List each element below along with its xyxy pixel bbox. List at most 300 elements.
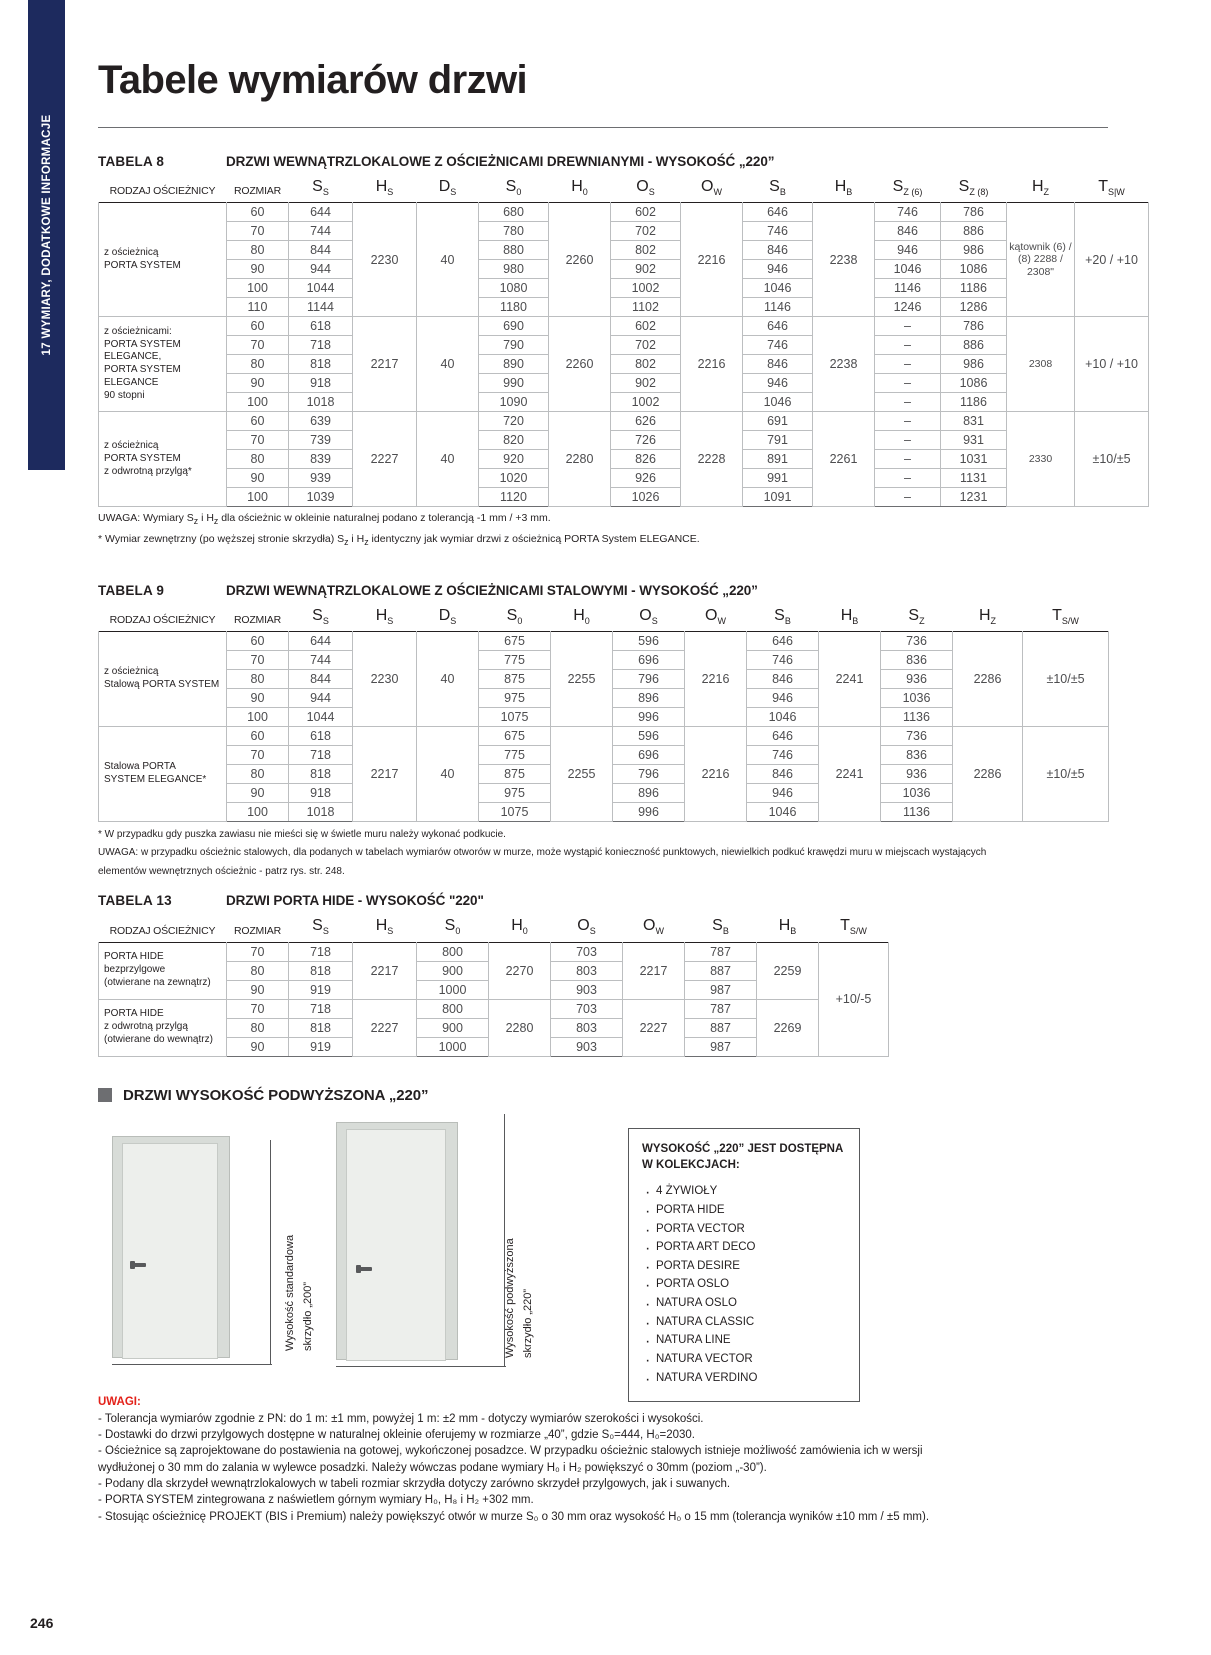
th9-sb: $S_B$ [774, 606, 791, 626]
table-cell: 787 [685, 942, 757, 961]
table-cell: 696 [613, 650, 685, 669]
title-divider [98, 127, 1108, 128]
table-cell: 820 [479, 431, 549, 450]
table-row [99, 298, 1149, 317]
table-cell: 939 [289, 469, 353, 488]
table-cell: 800 [417, 942, 489, 961]
uwagi-line: - Dostawki do drzwi przylgowych dostępne w naturalnej okleinie oferujemy w rozmiarze „40”, gdzie S₀=444, H₀=2030. [98, 1428, 695, 1441]
table-cell: 90 [227, 469, 289, 488]
table-cell: 1144 [289, 298, 353, 317]
table-cell: 1039 [289, 488, 353, 507]
table-cell: 1018 [289, 802, 353, 821]
th-rozmiar: ROZMIAR [233, 185, 281, 198]
table-row [99, 336, 1149, 355]
table-cell: +10/-5 [819, 942, 889, 1056]
table-row [99, 355, 1149, 374]
table-cell: 2216 [681, 203, 743, 317]
table-cell: 1036 [881, 783, 953, 802]
page-content [98, 0, 1138, 1525]
table-cell: 1020 [479, 469, 549, 488]
table-cell: 1091 [743, 488, 813, 507]
table-cell: 2238 [813, 203, 875, 317]
table-cell: 60 [227, 317, 289, 336]
table-cell: 644 [289, 203, 353, 222]
table-cell: 675 [479, 631, 551, 650]
table-cell: 2260 [549, 317, 611, 412]
th-tsw: $T_{S|W}$ [1098, 178, 1125, 198]
th13-sb: $S_B$ [712, 917, 729, 937]
table-cell: PORTA HIDE z odwrotną przylgą (otwierane do wewnątrz) [99, 999, 227, 1056]
door-leaf-standard [122, 1143, 218, 1359]
table-cell: 626 [611, 412, 681, 431]
table-cell: 846 [875, 222, 941, 241]
table-cell: 100 [227, 802, 289, 821]
table-cell: 802 [611, 355, 681, 374]
table13-title: DRZWI PORTA HIDE - WYSOKOŚĆ "220" [226, 893, 484, 909]
table-cell: 818 [289, 961, 353, 980]
table-cell: 918 [289, 374, 353, 393]
table-cell: 100 [227, 488, 289, 507]
table-cell: 2280 [489, 999, 551, 1056]
table-row [99, 317, 1149, 336]
table-cell: 786 [941, 203, 1007, 222]
table-cell: 875 [479, 764, 551, 783]
table-cell: – [875, 488, 941, 507]
section-tab [28, 0, 65, 470]
table-cell: 790 [479, 336, 549, 355]
table8-note-1: UWAGA: Wymiary $S_z$ i $H_z$ dla ościeżnic w okleinie naturalnej podano z tolerancją -1 mm / +3 mm. [98, 512, 551, 527]
table-cell: 718 [289, 942, 353, 961]
th-ss: $S_S$ [312, 178, 329, 198]
table-cell: 2261 [813, 412, 875, 507]
table-cell: 90 [227, 980, 289, 999]
uwagi-line: - Ościeżnice są zaprojektowane do postawienia na gotowej, wykończonej posadzce. W przypadku ościeżnic stalowych istnieje możliwość zamówienia ich w wersji [98, 1445, 923, 1458]
table-cell: 946 [743, 260, 813, 279]
table-cell: 1231 [941, 488, 1007, 507]
table-cell: 990 [479, 374, 549, 393]
table-cell: 60 [227, 726, 289, 745]
table-cell: 975 [479, 688, 551, 707]
page-title: Tabele wymiarów drzwi [98, 58, 528, 102]
caption-standard-height: Wysokość standardowa [284, 1234, 296, 1351]
table-cell: PORTA HIDE bezprzylgowe (otwierane na zewnątrz) [99, 942, 227, 999]
table-cell: z ościeżnicą PORTA SYSTEM z odwrotną przylgą* [99, 412, 227, 507]
table-cell: 2241 [819, 726, 881, 821]
table-cell: 702 [611, 336, 681, 355]
table-cell: 90 [227, 260, 289, 279]
table-cell: 996 [613, 707, 685, 726]
th9-ow: $O_W$ [705, 606, 726, 626]
collection-item: · 4 ŻYWIOŁY [642, 1182, 846, 1201]
table-cell: 775 [479, 745, 551, 764]
table-cell: 80 [227, 669, 289, 688]
table-cell: 919 [289, 980, 353, 999]
th13-rodzaj: RODZAJ OŚCIEŻNICY [109, 924, 216, 937]
table-cell: +20 / +10 [1075, 203, 1149, 317]
table-row [99, 450, 1149, 469]
collections-box [628, 1128, 860, 1403]
table-cell: 1046 [875, 260, 941, 279]
th-sb: $S_B$ [769, 178, 786, 198]
table-row [99, 631, 1109, 650]
table-cell: 1075 [479, 802, 551, 821]
table-row [99, 279, 1149, 298]
table-cell: 736 [881, 631, 953, 650]
table-cell: 818 [289, 1018, 353, 1037]
table-cell: +10 / +10 [1075, 317, 1149, 412]
uwagi-lines [98, 1411, 1108, 1525]
th9-hs: $H_S$ [375, 606, 394, 626]
th-sz6: $S_{Z (6)}$ [892, 178, 923, 198]
table-cell: 100 [227, 279, 289, 298]
table-cell: 2216 [681, 317, 743, 412]
section-heading [98, 1087, 1108, 1104]
table-cell: 1102 [611, 298, 681, 317]
table-cell: 703 [551, 942, 623, 961]
table-cell: 2255 [551, 631, 613, 726]
table-cell: – [875, 374, 941, 393]
table-cell: 40 [417, 412, 479, 507]
table-row [99, 999, 889, 1018]
th13-os: $O_S$ [577, 917, 596, 937]
table-row [99, 942, 889, 961]
th9-h0: $H_0$ [573, 606, 590, 626]
caption-raised-height: Wysokość podwyższona [504, 1237, 516, 1358]
table-cell: 1026 [611, 488, 681, 507]
table-cell: 1000 [417, 980, 489, 999]
table-cell: 90 [227, 783, 289, 802]
caption-raised-leaf: skrzydło „220” [522, 1288, 534, 1358]
table-cell: 796 [613, 669, 685, 688]
th-ds: $D_S$ [438, 178, 457, 198]
th13-hs: $H_S$ [375, 917, 394, 937]
table-cell: 2280 [549, 412, 611, 507]
uwagi-title: UWAGI: [98, 1395, 141, 1408]
table8-number: TABELA 8 [98, 154, 165, 169]
table-cell: 2230 [353, 203, 417, 317]
table-cell: 596 [613, 726, 685, 745]
table-cell: 1246 [875, 298, 941, 317]
table-cell: 40 [417, 726, 479, 821]
table-cell: 1044 [289, 707, 353, 726]
table-cell: 70 [227, 942, 289, 961]
table-cell: 996 [613, 802, 685, 821]
table-cell: 70 [227, 999, 289, 1018]
table-cell: 796 [613, 764, 685, 783]
table-cell: 890 [479, 355, 549, 374]
table-cell: 887 [685, 961, 757, 980]
th13-ow: $O_W$ [643, 917, 664, 937]
table-cell: 846 [747, 764, 819, 783]
table-cell: 696 [613, 745, 685, 764]
table-cell: 100 [227, 707, 289, 726]
door-figure-standard [112, 1136, 230, 1358]
table-cell: 891 [743, 450, 813, 469]
table-cell: 90 [227, 688, 289, 707]
table-cell: 90 [227, 1037, 289, 1056]
table-cell: 900 [417, 961, 489, 980]
door-handle-icon [359, 1267, 372, 1271]
table-cell: 2216 [685, 631, 747, 726]
table-cell: 900 [417, 1018, 489, 1037]
table-cell: 80 [227, 764, 289, 783]
th9-hb: $H_B$ [840, 606, 859, 626]
table-cell: 1000 [417, 1037, 489, 1056]
collections-list [642, 1182, 846, 1387]
table-cell: 60 [227, 203, 289, 222]
table-cell: 2330 [1007, 412, 1075, 507]
table-cell: 803 [551, 961, 623, 980]
th-s0: $S_0$ [505, 178, 522, 198]
uwagi-line: wydłużonej o 30 mm do zalania w wylewce posadzki. Należy wówczas podane wymiary H₀ i H₂ powiększyć o 30mm (poziom „-30”). [98, 1461, 767, 1474]
table-cell: 826 [611, 450, 681, 469]
table-row [99, 241, 1149, 260]
table-cell: z ościeżnicą PORTA SYSTEM [99, 203, 227, 317]
th9-os: $O_S$ [639, 606, 658, 626]
table8-body [99, 203, 1149, 507]
table-cell: – [875, 336, 941, 355]
table8 [98, 176, 1149, 507]
table-cell: 846 [743, 241, 813, 260]
th9-sz: $S_Z$ [908, 606, 925, 626]
square-bullet-icon [98, 1088, 112, 1102]
th13-s0: $S_0$ [444, 917, 461, 937]
table-row [99, 393, 1149, 412]
table-cell: 980 [479, 260, 549, 279]
th9-hz: $H_Z$ [978, 606, 997, 626]
table-cell: 70 [227, 650, 289, 669]
table-cell: Stalowa PORTA SYSTEM ELEGANCE* [99, 726, 227, 821]
table-cell: 70 [227, 431, 289, 450]
table-cell: 986 [941, 355, 1007, 374]
table-row [99, 726, 1109, 745]
table-row [99, 412, 1149, 431]
table-cell: 2227 [623, 999, 685, 1056]
table-cell: 596 [613, 631, 685, 650]
collection-item: · NATURA LINE [642, 1331, 846, 1350]
table-cell: 886 [941, 222, 1007, 241]
table-cell: z ościeżnicą Stalową PORTA SYSTEM [99, 631, 227, 726]
table-cell: 1136 [881, 802, 953, 821]
table-cell: 703 [551, 999, 623, 1018]
table-cell: 70 [227, 745, 289, 764]
table9-number: TABELA 9 [98, 582, 165, 598]
table-cell: ±10/±5 [1023, 726, 1109, 821]
th-hb: $H_B$ [834, 178, 853, 198]
table-cell: 946 [747, 688, 819, 707]
table-row [99, 260, 1149, 279]
door-frame-standard [112, 1136, 230, 1358]
table-cell: 2270 [489, 942, 551, 999]
page-number: 246 [30, 1615, 54, 1631]
uwagi-line: - Stosując ościeżnicę PROJEKT (BIS i Premium) należy powiększyć otwór w murze S₀ o 30 mm oraz wysokość H₀ o 15 mm (tolerancja wyników ±10 mm / ±5 mm). [98, 1510, 930, 1523]
th-rodzaj: RODZAJ OŚCIEŻNICY [109, 185, 216, 198]
table-cell: 1186 [941, 393, 1007, 412]
table-cell: 2286 [953, 726, 1023, 821]
table-cell: 718 [289, 336, 353, 355]
th13-tsw: $T_{S/W}$ [840, 917, 867, 937]
table-cell: 60 [227, 412, 289, 431]
table-cell: 944 [289, 260, 353, 279]
table-cell: – [875, 431, 941, 450]
table-cell: 987 [685, 980, 757, 999]
table-cell: 1080 [479, 279, 549, 298]
table9-note-2: UWAGA: w przypadku ościeżnic stalowych, dla podanych w tabelach wymiarów otworów w murze, może wystąpić konieczność punktowych, niewielkich podkuć krawędzi muru w miejscach wystających [98, 847, 987, 859]
table-cell: 944 [289, 688, 353, 707]
table-cell: 702 [611, 222, 681, 241]
uwagi-line: - Podany dla skrzydeł wewnątrzlokalowych w tabeli rozmiar skrzydła dotyczy zarówno skrzydeł przylgowych, jak i suwanych. [98, 1477, 731, 1490]
collection-item: · NATURA CLASSIC [642, 1313, 846, 1332]
table-cell: 2255 [551, 726, 613, 821]
table-cell: 918 [289, 783, 353, 802]
table-cell: 836 [881, 650, 953, 669]
collections-title: WYSOKOŚĆ „220” JEST DOSTĘPNA W KOLEKCJACH: [642, 1142, 844, 1171]
table-cell: 80 [227, 961, 289, 980]
table-cell: 40 [417, 631, 479, 726]
table-cell: ±10/±5 [1075, 412, 1149, 507]
door-handle-icon [133, 1263, 146, 1267]
table-cell: 896 [613, 688, 685, 707]
table-cell: 975 [479, 783, 551, 802]
table-cell: 646 [747, 631, 819, 650]
table-cell: 2217 [623, 942, 685, 999]
uwagi-line: - PORTA SYSTEM zintegrowana z naświetlem górnym wymiary H₀, H₈ i H₂ +302 mm. [98, 1494, 534, 1507]
table-cell: 90 [227, 374, 289, 393]
th13-hb: $H_B$ [778, 917, 797, 937]
table-cell: 746 [743, 222, 813, 241]
table-cell: 602 [611, 203, 681, 222]
caption-standard-leaf: skrzydło „200” [302, 1281, 314, 1351]
table8-title: DRZWI WEWNĄTRZLOKALOWE Z OŚCIEŻNICAMI DREWNIANYMI - WYSOKOŚĆ „220” [226, 154, 775, 169]
table-cell: 836 [881, 745, 953, 764]
uwagi-block [98, 1396, 1108, 1525]
collection-item: · PORTA OSLO [642, 1275, 846, 1294]
table9-note-3: elementów wewnętrznych ościeżnic - patrz rys. str. 248. [98, 865, 345, 877]
table-cell: 2230 [353, 631, 417, 726]
table-cell: – [875, 355, 941, 374]
table-cell: 40 [417, 203, 479, 317]
table-row [99, 488, 1149, 507]
table9 [98, 605, 1109, 822]
table-cell: 902 [611, 260, 681, 279]
collection-item: · PORTA ART DECO [642, 1238, 846, 1257]
table-cell: 2308 [1007, 317, 1075, 412]
table-cell: 646 [743, 203, 813, 222]
table-cell: 1180 [479, 298, 549, 317]
table-cell: 946 [875, 241, 941, 260]
floor-line-standard [112, 1364, 272, 1365]
table-cell: – [875, 412, 941, 431]
table-cell: 946 [747, 783, 819, 802]
th-os: $O_S$ [636, 178, 655, 198]
table-cell: 746 [875, 203, 941, 222]
table-cell: 987 [685, 1037, 757, 1056]
table-cell: 818 [289, 764, 353, 783]
table-cell: 2238 [813, 317, 875, 412]
table-cell: 2217 [353, 317, 417, 412]
table-cell: 803 [551, 1018, 623, 1037]
table-cell: 602 [611, 317, 681, 336]
table-cell: 1146 [743, 298, 813, 317]
table-cell: 644 [289, 631, 353, 650]
table13-number: TABELA 13 [98, 893, 172, 909]
table-cell: 1146 [875, 279, 941, 298]
floor-line-raised [336, 1366, 506, 1367]
table-cell: 1086 [941, 260, 1007, 279]
th-sz8: $S_{Z (8)}$ [958, 178, 989, 198]
table-cell: 2269 [757, 999, 819, 1056]
table-cell: 60 [227, 631, 289, 650]
table-cell: 936 [881, 764, 953, 783]
collection-item: · NATURA OSLO [642, 1294, 846, 1313]
table-cell: 691 [743, 412, 813, 431]
table-cell: 2228 [681, 412, 743, 507]
table-cell: 2227 [353, 999, 417, 1056]
table-cell: 1086 [941, 374, 1007, 393]
table-cell: 1075 [479, 707, 551, 726]
table-cell: 690 [479, 317, 549, 336]
table-cell: 919 [289, 1037, 353, 1056]
table-cell: 818 [289, 355, 353, 374]
table-cell: 791 [743, 431, 813, 450]
door-leaf-raised [346, 1129, 446, 1361]
table-cell: 100 [227, 393, 289, 412]
table-cell: 2217 [353, 726, 417, 821]
table-cell: 80 [227, 241, 289, 260]
table-cell: 880 [479, 241, 549, 260]
table13-body [99, 942, 889, 1056]
table-cell: 780 [479, 222, 549, 241]
th9-rodzaj: RODZAJ OŚCIEŻNICY [109, 613, 216, 626]
table-cell: 675 [479, 726, 551, 745]
table-cell: 775 [479, 650, 551, 669]
table-cell: 846 [743, 355, 813, 374]
table9-heading [98, 583, 1108, 598]
table-cell: 1031 [941, 450, 1007, 469]
table-cell: 1136 [881, 707, 953, 726]
table-cell: 1044 [289, 279, 353, 298]
table-cell: 931 [941, 431, 1007, 450]
table-cell: 2286 [953, 631, 1023, 726]
table-cell: 680 [479, 203, 549, 222]
table-cell: 1186 [941, 279, 1007, 298]
table-cell: – [875, 317, 941, 336]
table-cell: 896 [613, 783, 685, 802]
table-cell: 40 [417, 317, 479, 412]
table-cell: 646 [743, 317, 813, 336]
table-cell: 618 [289, 317, 353, 336]
table-cell: 1046 [747, 802, 819, 821]
th9-ds: $D_S$ [438, 606, 457, 626]
table13 [98, 915, 889, 1056]
dimension-line-standard [270, 1140, 271, 1365]
table-cell: 80 [227, 450, 289, 469]
section-tab-label: 17 WYMIARY, DODATKOWE INFORMACJE [40, 114, 53, 356]
th-h0: $H_0$ [571, 178, 588, 198]
table-cell: 875 [479, 669, 551, 688]
table-cell: 746 [747, 745, 819, 764]
th9-tsw: $T_{S/W}$ [1052, 606, 1079, 626]
table-cell: 926 [611, 469, 681, 488]
table-cell: 903 [551, 980, 623, 999]
table-cell: 1046 [743, 393, 813, 412]
table-cell: z ościeżnicami: PORTA SYSTEM ELEGANCE, PORTA SYSTEM ELEGANCE 90 stopni [99, 317, 227, 412]
table-cell: 844 [289, 241, 353, 260]
table9-title: DRZWI WEWNĄTRZLOKALOWE Z OŚCIEŻNICAMI STALOWYMI - WYSOKOŚĆ „220” [226, 582, 758, 598]
table-cell: 70 [227, 336, 289, 355]
table-cell: 1046 [743, 279, 813, 298]
table-cell: 720 [479, 412, 549, 431]
